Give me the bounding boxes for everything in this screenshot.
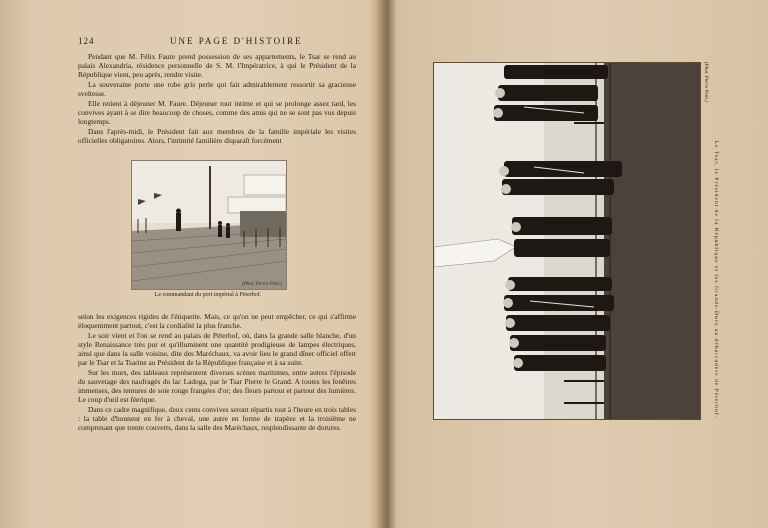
- paragraph: Pendant que M. Félix Faure prend possession de ses appartements, le Tsar se rend au palais Alexandria, résidence personnelle de S. M. l'Impératrice, à qui le Président de la République vient, peu après, rendre visite.: [78, 52, 356, 79]
- paragraph: Elle retient à déjeuner M. Faure. Déjeuner tout intime et qui se prolonge assez tard, les convives ayant à se dire beaucoup de choses, comme des amis qui ne se sont pas vus depuis longtemps.: [78, 99, 356, 126]
- running-head: UNE PAGE D'HISTOIRE: [170, 36, 303, 46]
- paragraph: selon les exigences rigides de l'étiquette. Mais, ce qu'on ne peut empêcher, ce qui s'affirme éloquemment partout, c'est la cordialité la plus franche.: [78, 312, 356, 330]
- text-block-top: [78, 52, 356, 146]
- landing-stage-photo: [433, 62, 701, 420]
- pier-photo-image: [132, 161, 286, 289]
- figure-caption-vertical: Le Tsar, le Président de la République et les Grands-Ducs au débarcadère de Péterhof.: [713, 140, 719, 418]
- page-number: 124: [78, 36, 95, 46]
- pier-photo: [131, 160, 287, 290]
- photo-credit: (Phot. Pierre Petit.): [242, 282, 282, 287]
- paragraph: Le soir vient et l'on se rend au palais de Péterhof, où, dans la grande salle blanche, d'un style Renaissance très pur et qu'illuminent une quantité prodigieuse de lampes électriques, ainsi que dans la salle voisine, dite des Maréchaux, va avoir lieu le grand dîner officiel offert par le Tsar et la Tsarine au Président de la République française et à sa suite.: [78, 331, 356, 367]
- paragraph: Dans l'après-midi, le Président fait aux membres de la famille impériale les visites officielles obligatoires. Alors, l'intimité familière disparaît forcément: [78, 127, 356, 145]
- paragraph: Sur les murs, des tableaux représentent diverses scènes maritimes, entre autres l'épisode du sauvetage des naufragés du lac Ladoga, par le Tsar Pierre le Grand. A toutes les fenêtres immenses, des tentures de soie rouge frangées d'or; des fleurs partout et partout des lumières. Le coup d'œil est féerique.: [78, 368, 356, 404]
- text-block-bottom: [78, 312, 356, 433]
- landing-stage-photo-image: [434, 63, 700, 419]
- photo-credit-vertical: (Phot. Pierre Petit.): [703, 62, 708, 102]
- paragraph: Dans ce cadre magnifique, deux cents convives seront répartis tout à l'heure en trois tables : la table d'honneur en fer à cheval, une autre en forme de trapèze et la troisième ne comprenant que trente couverts, dans la salle des Maréchaux, resplendissante de dorures.: [78, 405, 356, 432]
- figure-caption: Le commandant du port impérial à Péterhof.: [154, 292, 262, 298]
- paragraph: La souveraine porte une robe gris perle qui fait admirablement ressortir sa gracieuse sveltesse.: [78, 80, 356, 98]
